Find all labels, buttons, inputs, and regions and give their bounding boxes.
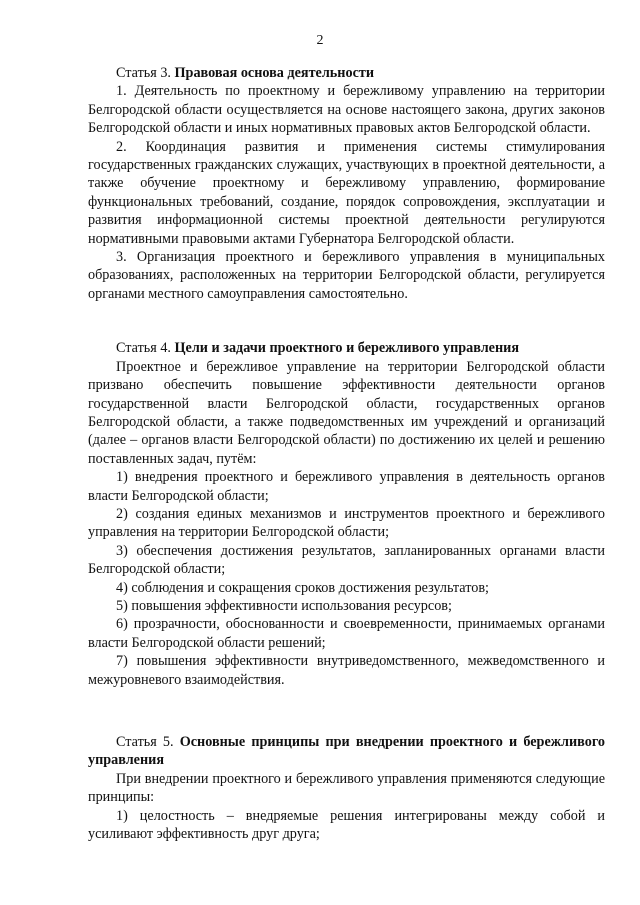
list-item: 4) соблюдения и сокращения сроков достижения результатов;	[116, 579, 489, 596]
article-title: Основные принципы при внедрении проектного и бережливого управления	[88, 734, 605, 769]
article-title: Правовая основа деятельности	[174, 65, 375, 81]
article-5	[88, 733, 605, 843]
article-number: Статья 4.	[116, 340, 171, 357]
section-spacer	[88, 689, 605, 733]
paragraph: Проектное и бережливое управление на территории Белгородской области призвано обеспечить повышение эффективности деятельности органов государственной власти Белгородской области, государственных органов Белгородской области, а также подведомственных им учреждений и организаций (далее – органов власти Белгородской области) по достижению их целей и решению поставленных задач, путём:	[88, 358, 605, 467]
article-3	[88, 64, 605, 303]
list-item: 6) прозрачности, обоснованности и своевременности, принимаемых органами власти Белгородской области решений;	[88, 616, 605, 651]
list-item: 2) создания единых механизмов и инструментов проектного и бережливого управления на территории Белгородской области;	[88, 505, 605, 541]
article-4	[88, 339, 605, 689]
article-number: Статья 5.	[116, 734, 174, 750]
paragraph: 2. Координация развития и применения системы стимулирования государственных гражданских служащих, участвующих в проектной деятельности, а также обучение проектному и бережливому управлению, формирование функциональных требований, создание, порядок сопровождения, эксплуатации и развития информационной системы проектной деятельности регулируются нормативными правовыми актами Губернатора Белгородской области.	[88, 138, 605, 247]
document-body	[88, 64, 605, 843]
list-item: 1) внедрения проектного и бережливого управления в деятельность органов власти Белгородской области;	[88, 469, 605, 504]
article-number: Статья 3.	[116, 65, 171, 81]
list-item: 1) целостность – внедряемые решения интегрированы между собой и усиливают эффективность друг друга;	[88, 807, 605, 843]
page-number: 2	[316, 33, 324, 48]
section-spacer	[88, 303, 605, 339]
article-heading	[88, 339, 605, 357]
list-item: 3) обеспечения достижения результатов, запланированных органами власти Белгородской области;	[88, 542, 605, 578]
paragraph: 3. Организация проектного и бережливого управления в муниципальных образованиях, расположенных на территории Белгородской области, регулируется органами местного самоуправления самостоятельно.	[88, 249, 605, 302]
article-heading	[88, 733, 605, 770]
article-title: Цели и задачи проектного и бережливого управления	[174, 340, 519, 357]
paragraph: При внедрении проектного и бережливого управления применяются следующие принципы:	[88, 770, 605, 806]
list-item: 5) повышения эффективности использования ресурсов;	[116, 597, 452, 614]
paragraph: 1. Деятельность по проектному и бережливому управлению на территории Белгородской области осуществляется на основе настоящего закона, других законов Белгородской области и иных нормативных правовых актов Белгородской области.	[88, 83, 605, 137]
article-heading	[88, 64, 605, 82]
list-item: 7) повышения эффективности внутриведомственного, межведомственного и межуровневого взаимодействия.	[88, 653, 605, 688]
